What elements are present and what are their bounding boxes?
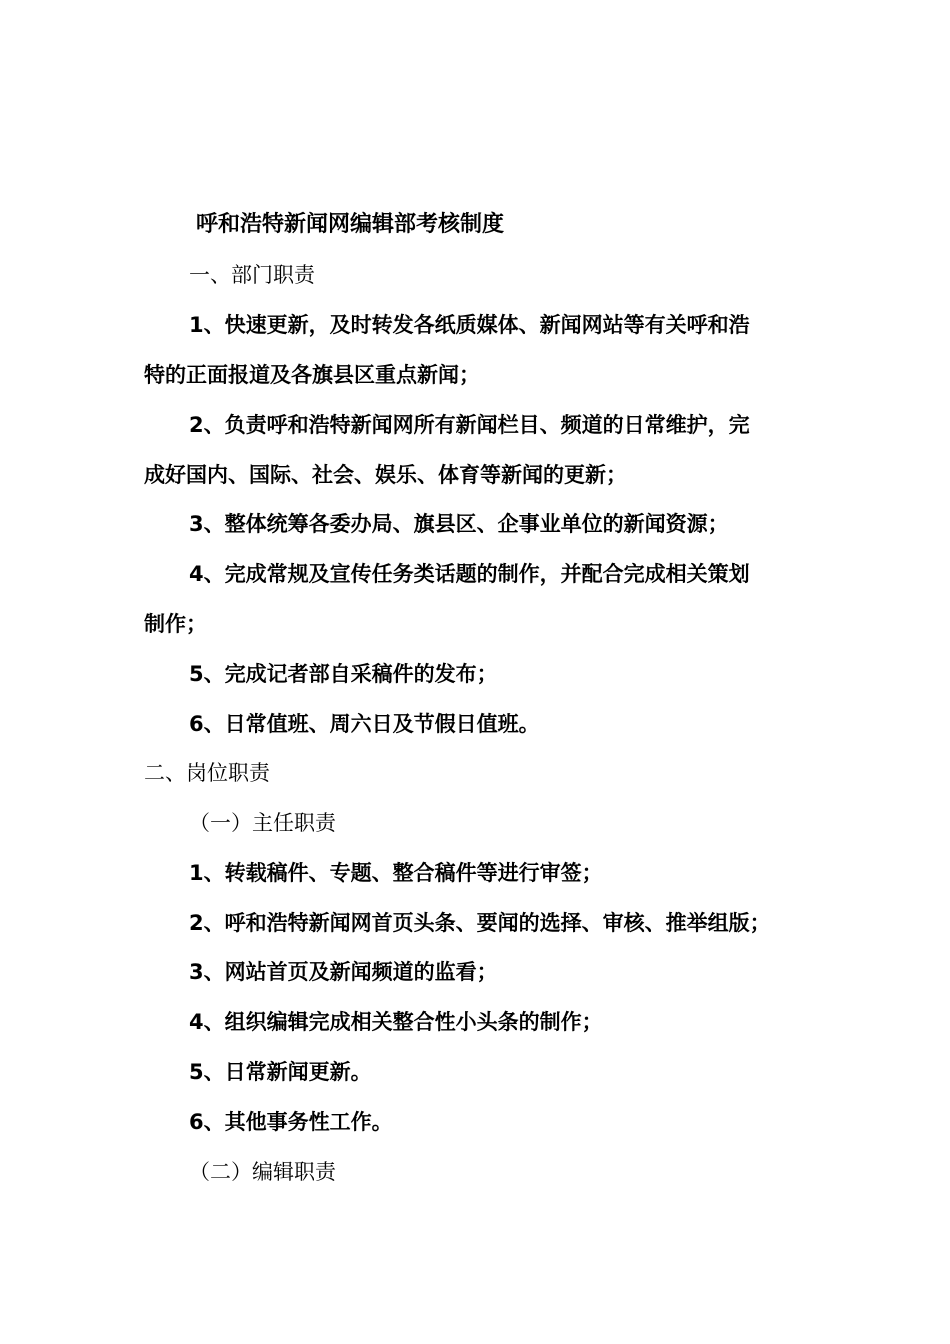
director-duty-3: 3、网站首页及新闻频道的监看；	[189, 960, 498, 984]
duty-item-2-line2: 成好国内、国际、社会、娱乐、体育等新闻的更新；	[144, 463, 627, 487]
director-duty-2: 2、呼和浩特新闻网首页头条、要闻的选择、审核、推举组版；	[189, 911, 771, 935]
subsection-heading-editor: （二）编辑职责	[189, 1160, 336, 1184]
section-heading-department-duties: 一、部门职责	[189, 263, 315, 287]
director-duty-1: 1、转载稿件、专题、整合稿件等进行审签；	[189, 861, 603, 885]
duty-item-1-line2: 特的正面报道及各旗县区重点新闻；	[144, 363, 480, 387]
director-duty-4: 4、组织编辑完成相关整合性小头条的制作；	[189, 1010, 603, 1034]
section-heading-position-duties: 二、岗位职责	[144, 761, 270, 785]
duty-item-2-line1: 2、负责呼和浩特新闻网所有新闻栏目、频道的日常维护，完	[189, 413, 750, 437]
duty-item-1-line1: 1、快速更新，及时转发各纸质媒体、新闻网站等有关呼和浩	[189, 313, 750, 337]
director-duty-5: 5、日常新闻更新。	[189, 1060, 372, 1084]
duty-item-6: 6、日常值班、周六日及节假日值班。	[189, 712, 540, 736]
document-title: 呼和浩特新闻网编辑部考核制度	[196, 212, 505, 237]
duty-item-4-line1: 4、完成常规及宣传任务类话题的制作，并配合完成相关策划	[189, 562, 750, 586]
duty-item-3: 3、整体统筹各委办局、旗县区、企事业单位的新闻资源；	[189, 512, 729, 536]
director-duty-6: 6、其他事务性工作。	[189, 1110, 393, 1134]
duty-item-4-line2: 制作；	[144, 612, 207, 636]
subsection-heading-director: （一）主任职责	[189, 811, 336, 835]
duty-item-5: 5、完成记者部自采稿件的发布；	[189, 662, 498, 686]
